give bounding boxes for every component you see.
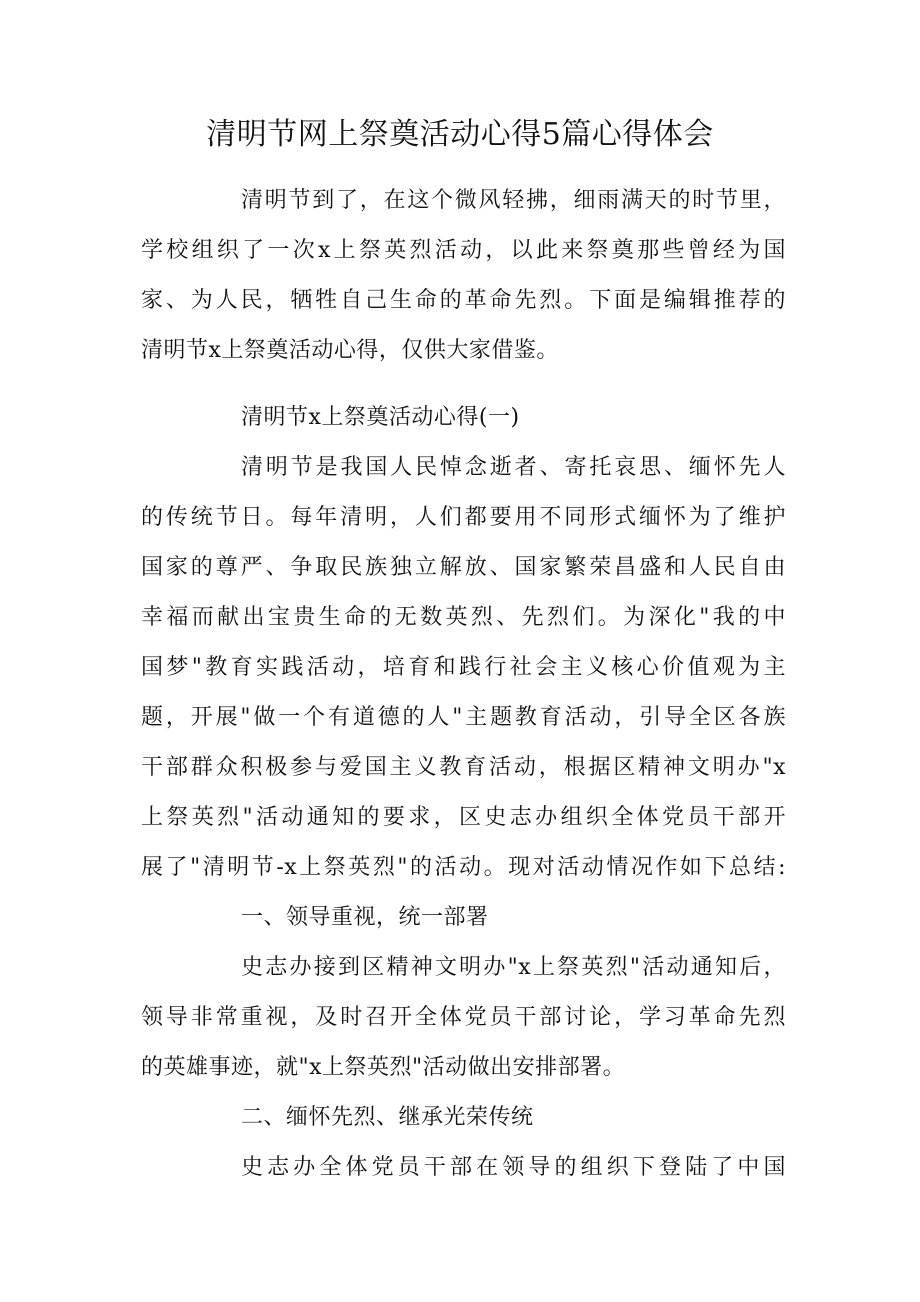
subheading-2: 二、缅怀先烈、继承光荣传统 bbox=[241, 1105, 534, 1130]
paragraph-1-line-4: 幸福而献出宝贵生命的无数英烈、先烈们。为深化"我的中 bbox=[141, 605, 786, 630]
intro-line-1: 清明节到了，在这个微风轻拂，细雨满天的时节里， bbox=[241, 188, 786, 213]
section-heading: 清明节x上祭奠活动心得(一) bbox=[241, 405, 520, 430]
paragraph-1-line-9: 展了"清明节-x上祭英烈"的活动。现对活动情况作如下总结: bbox=[141, 855, 786, 880]
paragraph-2-line-2: 领导非常重视，及时召开全体党员干部讨论，学习革命先烈 bbox=[141, 1005, 786, 1030]
intro-line-2: 学校组织了一次x上祭英烈活动，以此来祭奠那些曾经为国 bbox=[141, 238, 786, 263]
paragraph-1-line-8: 上祭英烈"活动通知的要求，区史志办组织全体党员干部开 bbox=[141, 805, 786, 830]
subheading-1: 一、领导重视，统一部署 bbox=[241, 905, 489, 930]
paragraph-1-line-6: 题，开展"做一个有道德的人"主题教育活动，引导全区各族 bbox=[141, 705, 786, 730]
paragraph-2-line-1: 史志办接到区精神文明办"x上祭英烈"活动通知后， bbox=[241, 955, 786, 980]
paragraph-1-line-1: 清明节是我国人民悼念逝者、寄托哀思、缅怀先人 bbox=[241, 455, 786, 480]
paragraph-2-line-3: 的英雄事迹，就"x上祭英烈"活动做出安排部署。 bbox=[141, 1055, 626, 1080]
paragraph-1-line-3: 国家的尊严、争取民族独立解放、国家繁荣昌盛和人民自由 bbox=[141, 555, 786, 580]
paragraph-1-line-7: 干部群众积极参与爱国主义教育活动，根据区精神文明办"x bbox=[141, 755, 786, 780]
intro-line-3: 家、为人民，牺牲自己生命的革命先烈。下面是编辑推荐的 bbox=[141, 288, 786, 313]
paragraph-1-line-5: 国梦"教育实践活动，培育和践行社会主义核心价值观为主 bbox=[141, 655, 786, 680]
paragraph-1-line-2: 的传统节日。每年清明，人们都要用不同形式缅怀为了维护 bbox=[141, 505, 786, 530]
paragraph-3-line-1: 史志办全体党员干部在领导的组织下登陆了中国 bbox=[241, 1155, 786, 1180]
intro-line-4: 清明节x上祭奠活动心得，仅供大家借鉴。 bbox=[141, 338, 559, 363]
document-title: 清明节网上祭奠活动心得5篇心得体会 bbox=[206, 117, 714, 152]
